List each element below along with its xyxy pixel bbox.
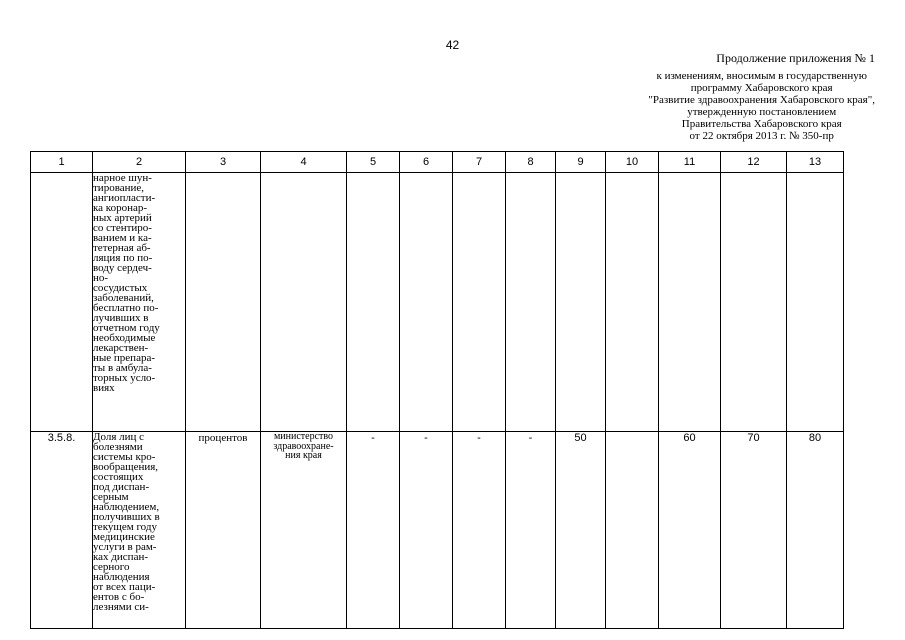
col-header-4: 4 (261, 152, 347, 173)
indicator-text (93, 432, 186, 629)
text-line: состоящих (93, 471, 144, 483)
cell-empty (31, 173, 93, 432)
header-line-1: Продолжение приложения № 1 (716, 51, 875, 65)
value-col-9: 50 (556, 432, 606, 629)
text-line: виях (93, 382, 115, 394)
col-header-8: 8 (506, 152, 556, 173)
text-line: ты в амбула- (93, 362, 152, 374)
col-header-1: 1 (31, 152, 93, 173)
appendix-header (648, 52, 875, 142)
cell-empty (721, 173, 787, 432)
value-col-13: 80 (787, 432, 844, 629)
text-line: серным (93, 491, 129, 503)
row-number: 3.5.8. (31, 432, 93, 629)
text-line: ентов с бо- (93, 591, 145, 603)
text-line: вообращения, (93, 461, 159, 473)
text-line: серного (93, 561, 130, 573)
indicators-table (30, 151, 844, 629)
value-col-7: - (453, 432, 506, 629)
cell-empty (787, 173, 844, 432)
col-header-13: 13 (787, 152, 844, 173)
text-line: ляция по по- (93, 252, 153, 264)
column-number-row (31, 152, 844, 173)
text-line: здравоохране- (273, 440, 334, 452)
header-line-3: программу Хабаровского края (690, 82, 833, 94)
text-line: сосудистых (93, 282, 148, 294)
cell-empty (556, 173, 606, 432)
cell-empty (506, 173, 556, 432)
continued-indicator-text (93, 173, 186, 432)
col-header-9: 9 (556, 152, 606, 173)
page-number: 42 (445, 38, 460, 52)
cell-empty (606, 173, 659, 432)
text-line: системы кро- (93, 451, 156, 463)
text-line: текущем году (93, 521, 157, 533)
table-row (31, 432, 844, 629)
col-header-10: 10 (606, 152, 659, 173)
col-header-11: 11 (659, 152, 721, 173)
text-line: ангиопласти- (93, 192, 156, 204)
text-line: необходимые (93, 332, 156, 344)
cell-empty (400, 173, 453, 432)
value-col-11: 60 (659, 432, 721, 629)
text-line: лучивших в (93, 312, 149, 324)
header-line-5: утвержденную постановлением (687, 106, 837, 118)
value-col-12: 70 (721, 432, 787, 629)
header-line-7: от 22 октября 2013 г. № 350-пр (689, 130, 834, 142)
col-header-5: 5 (347, 152, 400, 173)
text-line: но- (93, 272, 109, 284)
cell-empty (186, 173, 261, 432)
header-line-6: Правительства Хабаровского края (681, 118, 842, 130)
col-header-6: 6 (400, 152, 453, 173)
text-line: торных усло- (93, 372, 156, 384)
text-line: ния края (285, 450, 322, 461)
text-line: под диспан- (93, 481, 150, 493)
text-line: наблюдением, (93, 501, 160, 513)
text-line: лезнями си- (93, 601, 149, 613)
value-col-6: - (400, 432, 453, 629)
text-line: наблюдения (93, 571, 150, 583)
text-line: болезнями (93, 441, 143, 453)
text-line: от всех паци- (93, 581, 156, 593)
text-line: бесплатно по- (93, 302, 159, 314)
cell-empty (659, 173, 721, 432)
col-header-2: 2 (93, 152, 186, 173)
text-line: услуги в рам- (93, 541, 157, 553)
header-line-2: к изменениям, вносимым в государственную (656, 70, 867, 82)
text-line: министерство (273, 431, 334, 442)
col-header-12: 12 (721, 152, 787, 173)
col-header-3: 3 (186, 152, 261, 173)
text-line: тирование, (93, 182, 145, 194)
cell-empty (347, 173, 400, 432)
continued-row (31, 173, 844, 432)
header-line-4: "Развитие здравоохранения Хабаровского края", (648, 94, 875, 106)
text-line: отчетном году (93, 322, 160, 334)
text-line: Доля лиц с (93, 431, 145, 443)
value-col-8: - (506, 432, 556, 629)
unit-cell: процентов (186, 432, 261, 629)
text-line: ках диспан- (93, 551, 148, 563)
text-line: лекарствен- (93, 342, 149, 354)
text-line: заболеваний, (93, 292, 154, 304)
text-line: ка коронар- (93, 202, 148, 214)
cell-empty (453, 173, 506, 432)
cell-empty (261, 173, 347, 432)
text-line: ванием и ка- (93, 232, 152, 244)
text-line: нарное шун- (93, 172, 152, 184)
col-header-7: 7 (453, 152, 506, 173)
value-col-10 (606, 432, 659, 629)
value-col-5: - (347, 432, 400, 629)
text-line: воду сердеч- (93, 262, 152, 274)
responsible-cell (261, 432, 347, 629)
text-line: ных артерий (93, 212, 152, 224)
text-line: тетерная аб- (93, 242, 151, 254)
text-line: получивших в (93, 511, 160, 523)
text-line: со стентиро- (93, 222, 152, 234)
text-line: медицинские (93, 531, 155, 543)
text-line: ные препара- (93, 352, 155, 364)
